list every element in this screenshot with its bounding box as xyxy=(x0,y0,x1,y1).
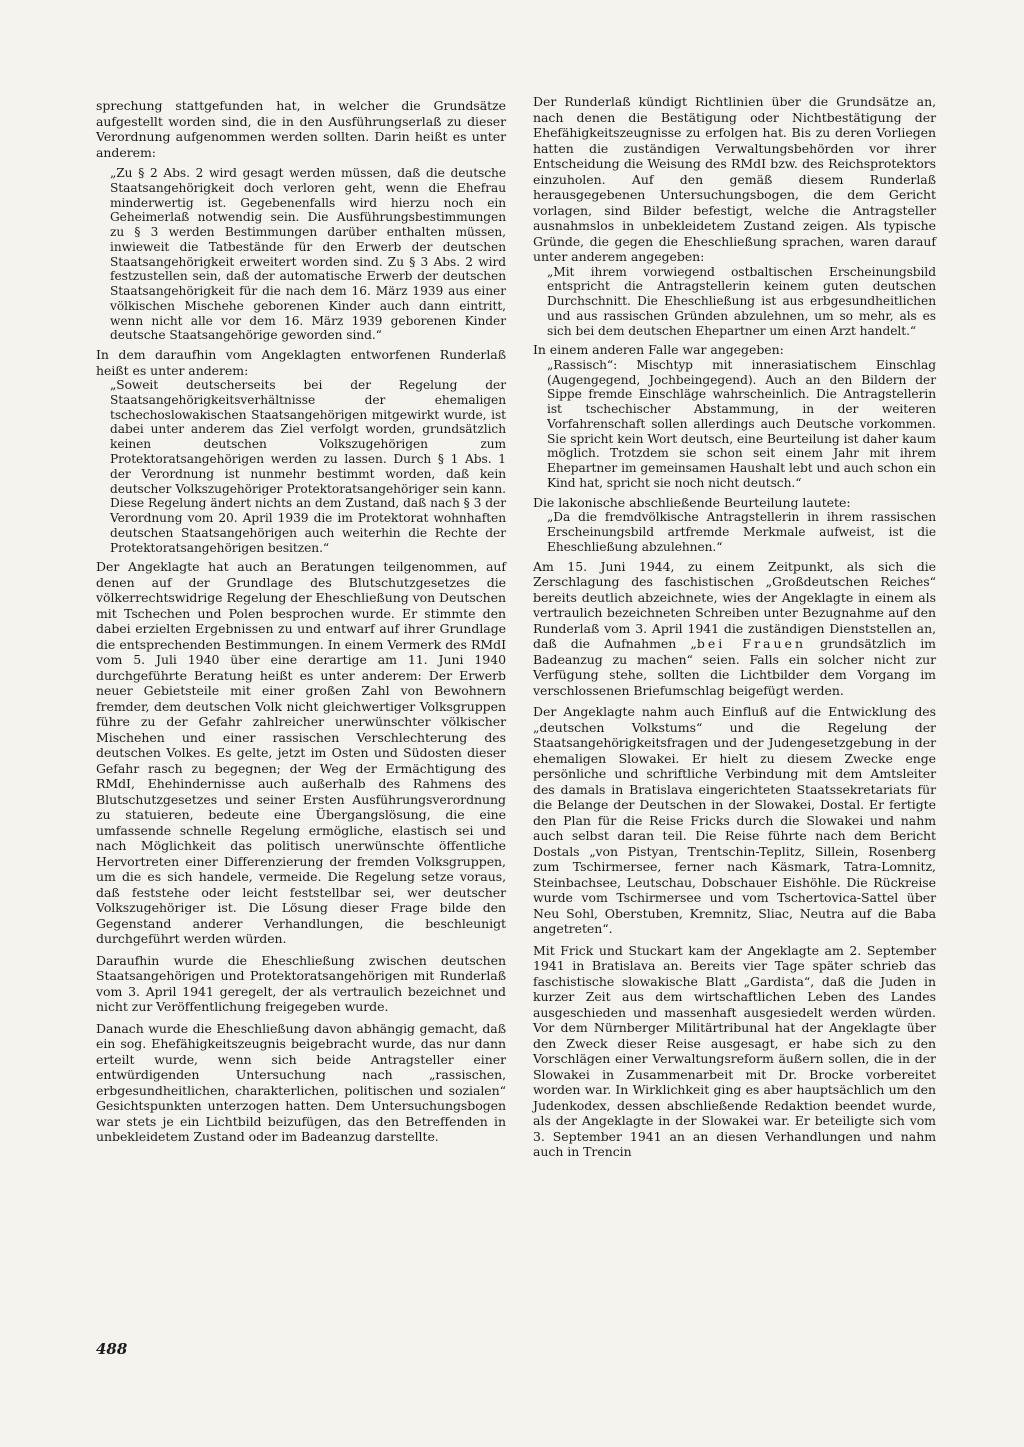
quote: „Soweit deutscherseits bei der Regelung der Staatsangehörigkeitsverhältnisse der ehemaligen tschechoslowakischen Staatsangehörigen mitgewirkt wurde, ist dabei unter anderem das Ziel verfolgt worden, grundsätzlich keinen deutschen Volkszugehörigen zum Protektoratsangehörigen werden zu lassen. Durch § 1 Abs. 1 der Verordnung ist nunmehr bestimmt worden, daß kein deutscher Volkszugehöriger Protektoratsangehöriger sein kann. Diese Regelung ändert nichts an dem Zustand, daß nach § 3 der Verordnung vom 20. April 1939 die im Protektorat wohnhaften deutschen Staatsangehörigen auch weiterhin die Rechte der Protektoratsangehörigen besitzen.“ xyxy=(110,378,506,555)
left-column xyxy=(96,98,506,1151)
quote: „Da die fremdvölkische Antragstellerin in ihrem rassischen Erscheinungsbild artfremde Merkmale aufweist, ist die Eheschließung abzulehnen.“ xyxy=(547,510,936,554)
paragraph: Daraufhin wurde die Eheschließung zwischen deutschen Staatsangehörigen und Protektoratsangehörigen mit Runderlaß vom 3. April 1941 geregelt, der als vertraulich bezeichnet und nicht zur Veröffentlichung freigegeben wurde. xyxy=(96,952,506,1015)
right-column xyxy=(533,94,936,1166)
paragraph: Der Angeklagte nahm auch Einfluß auf die Entwicklung des „deutschen Volkstums“ und die Regelung der Staatsangehörigkeitsfragen und der Judengesetzgebung in der ehemaligen Slowakei. Er hielt zu diesem Zwecke enge persönliche und schriftliche Verbindung mit dem Amtsleiter des damals in Bratislava eingerichteten Staatssekretariats für die Belange der Deutschen in der Slowakei, Dostal. Er fertigte den Plan für die Reise Fricks durch die Slowakei und nahm auch selbst daran teil. Die Reise führte nach dem Bericht Dostals „von Pistyan, Trentschin-Teplitz, Sillein, Rosenberg zum Tschirmersee, ferner nach Käsmark, Tatra-Lomnitz, Steinbachsee, Leutschau, Dobschauer Eishöhle. Die Rückreise wurde vom Tschirmersee und vom Tschertovica-Sattel über Neu Sohl, Oberstuben, Kremnitz, Sliac, Neutra auf die Baba angetreten“. xyxy=(533,704,936,937)
text-run: Am 15. Juni 1944, zu einem Zeitpunkt, als sich die Zerschlagung des faschistischen „Großdeutschen Reiches“ bereits deutlich abzeichnete, wies der Angeklagte in einem als vertraulich bezeichneten Schreiben unter Bezugnahme auf den Runderlaß vom 3. April 1941 die zuständigen Dienststellen an, daß die Aufnahmen „ xyxy=(533,558,936,652)
page-number: 488 xyxy=(96,1340,128,1358)
paragraph: Mit Frick und Stuckart kam der Angeklagte am 2. September 1941 in Bratislava an. Bereits vier Tage später schrieb das faschistische slowakische Blatt „Gardista“, daß die Juden in kurzer Zeit aus dem wirtschaftlichen Leben des Landes ausgeschieden und massenhaft ausgesiedelt werden würden. Vor dem Nürnberger Militärtribunal hat der Angeklagte über den Zweck dieser Reise ausgesagt, er habe sich zu den Vorschlägen einer Verwaltungsreform äußern sollen, die in der Slowakei in Zusammenarbeit mit Dr. Brocke vorbereitet worden war. In Wirklichkeit ging es aber hauptsächlich um den Judenkodex, dessen abschließende Redaktion beendet wurde, als der Angeklagte in der Slowakei war. Er beteiligte sich vom 3. September 1941 an an diesen Verhandlungen und nahm auch in Trencin xyxy=(533,942,936,1160)
quote: „Mit ihrem vorwiegend ostbaltischen Erscheinungsbild entspricht die Antragstellerin keinem guten deutschen Durchschnitt. Die Eheschließung ist aus erbgesundheitlichen und aus rassischen Gründen abzulehnen, um so mehr, als es sich bei dem deutschen Ehepartner um einen Arzt handelt.“ xyxy=(547,264,936,338)
emphasized-text: bei Frauen xyxy=(696,636,807,652)
paragraph: sprechung stattgefunden hat, in welcher die Grundsätze aufgestellt worden sind, die in den Ausführungserlaß zu dieser Verordnung aufgenommen werden sollten. Darin heißt es unter anderem: xyxy=(96,98,506,160)
paragraph: In einem anderen Falle war angegeben: xyxy=(533,342,784,358)
paragraph: In dem daraufhin vom Angeklagten entworfenen Runderlaß heißt es unter anderem: xyxy=(96,347,506,378)
paragraph: Der Angeklagte hat auch an Beratungen teilgenommen, auf denen auf der Grundlage des Blutschutzgesetzes die völkerrechtswidrige Regelung der Eheschließung von Deutschen mit Tschechen und Polen besprochen wurde. Er stimmte den dabei erzielten Ergebnissen zu und entwarf auf ihrer Grundlage die entsprechenden Bestimmungen. In einem Vermerk des RMdI vom 5. Juli 1940 über eine derartige am 11. Juni 1940 durchgeführte Beratung heißt es unter anderem: Der Erwerb neuer Gebietsteile mit einer großen Zahl von Bewohnern fremder, dem deutschen Volk nicht gleichwertiger Volksgruppen führe zu der Gefahr zahlreicher unerwünschter völkischer Mischehen und einer rassischen Verschlechterung des deutschen Volkes. Es gelte, jetzt im Osten und Südosten dieser Gefahr rasch zu begegnen; der Weg der Ermächtigung des RMdI, Ehehindernisse auch außerhalb des Rahmens des Blutschutzgesetzes und seiner Ersten Ausführungsverordnung zu statuieren, bedeute eine Übergangslösung, die eine umfassende schnelle Regelung ermögliche, elastisch sei und nach Möglichkeit das politisch unerwünschte öffentliche Hervortreten einer Differenzierung der fremden Volksgruppen, um die es sich handele, vermeide. Die Regelung setze voraus, daß feststehe oder leicht feststellbar sei, wer deutscher Volkszugehöriger ist. Die Lösung dieser Frage bilde den Gegenstand anderer Verhandlungen, die beschleunigt durchgeführt werden würden. xyxy=(96,559,506,947)
paragraph xyxy=(533,559,936,699)
text-run: grundsätzlich im Badeanzug zu machen“ seien. Falls ein solcher nicht zur Verfügung stehe, sollten die Lichtbilder dem Vorgang im verschlossenen Briefumschlag beigefügt werden. xyxy=(533,636,936,698)
paragraph: Der Runderlaß kündigt Richtlinien über die Grundsätze an, nach denen die Bestätigung oder Nichtbestätigung der Ehefähigkeitszeugnisse zu erfolgen hat. Bis zu deren Vorliegen hatten die zuständigen Verwaltungsbehörden vor ihrer Entscheidung die Weisung des RMdI bzw. des Reichsprotektors einzuholen. Auf den gemäß diesem Runderlaß herausgegebenen Untersuchungsbogen, die dem Gericht vorlagen, sind Bilder befestigt, welche die Antragsteller ausnahmslos in unbekleidetem Zustand zeigen. Als typische Gründe, die gegen die Eheschließung sprachen, waren darauf unter anderem angegeben: xyxy=(533,94,936,264)
quote: „Zu § 2 Abs. 2 wird gesagt werden müssen, daß die deutsche Staatsangehörigkeit doch verloren geht, wenn die Ehefrau minderwertig ist. Gegebenenfalls wird hierzu noch ein Geheimerlaß notwendig sein. Die Ausführungsbestimmungen zu § 3 werden Bestimmungen darüber enthalten müssen, inwieweit die Tatbestände für den Erwerb der deutschen Staatsangehörigkeit erweitert worden sind. Zu § 3 Abs. 2 wird festzustellen sein, daß der automatische Erwerb der deutschen Staatsangehörigkeit für die nach dem 16. März 1939 aus einer völkischen Mischehe geborenen Kinder auch dann eintritt, wenn nicht alle vor dem 16. März 1939 geborenen Kinder deutsche Staatsangehörige geworden sind.“ xyxy=(110,166,506,343)
quote: „Rassisch“: Mischtyp mit innerasiatischem Einschlag (Augengegend, Jochbeingegend). Auch an den Bildern der Sippe fremde Einschläge wahrscheinlich. Die Antragstellerin ist tschechischer Abstammung, in der weiteren Vorfahrenschaft sollen allerdings auch Deutsche vorkommen. Sie spricht kein Wort deutsch, eine Beurteilung ist daher kaum möglich. Trotzdem sie schon seit einem Jahr mit ihrem Ehepartner im gemeinsamen Haushalt lebt und auch schon ein Kind hat, spricht sie noch nicht deutsch.“ xyxy=(547,357,936,490)
paragraph: Die lakonische abschließende Beurteilung lautete: xyxy=(533,494,851,510)
paragraph: Danach wurde die Eheschließung davon abhängig gemacht, daß ein sog. Ehefähigkeitszeugnis beigebracht wurde, das nur dann erteilt wurde, wenn sich beide Antragsteller einer entwürdigenden Untersuchung nach „rassischen, erbgesundheitlichen, charakterlichen, politischen und sozialen“ Gesichtspunkten unterzogen hatten. Dem Untersuchungsbogen war stets je ein Lichtbild beizufügen, das den Betreffenden in unbekleidetem Zustand oder im Badeanzug darstellte. xyxy=(96,1020,506,1145)
